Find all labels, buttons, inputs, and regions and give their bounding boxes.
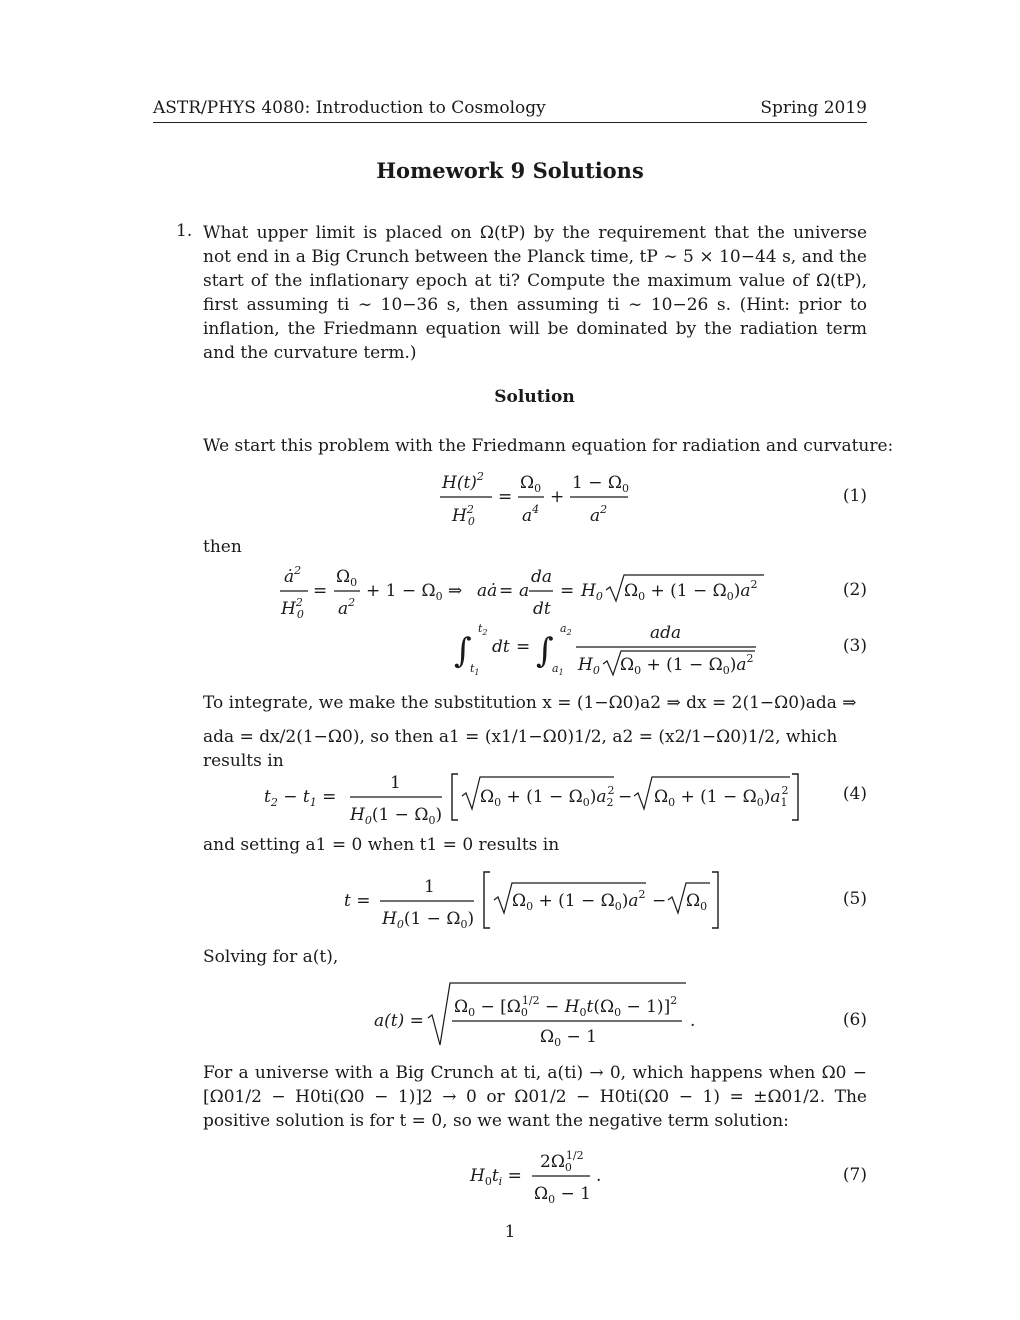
svg-text:a2: $a^2$ [338,596,356,619]
svg-text:ȧ2: $ȧ^2$ [284,564,302,587]
svg-text:t1: $t_1$ [470,662,480,677]
svg-text:Ω0: $\Omega_0$ [336,567,358,589]
course-title: ASTR/PHYS 4080: Introduction to Cosmology [153,98,546,118]
equation-number-7: (7) [842,1165,867,1185]
svg-text:a4: $a^4$ [522,503,540,526]
equation-7 [468,1142,618,1208]
page-number: 1 [504,1222,516,1242]
svg-text:.: . [690,1011,696,1031]
then-text: then [203,537,242,557]
solution-heading: Solution [494,387,575,407]
svg-text:.: . [596,1166,602,1186]
svg-text:dt: dt [533,599,551,619]
equation-number-2: (2) [842,580,867,600]
svg-text:−: − [618,787,633,807]
svg-text:H20: $H^2$ 0 [452,503,475,528]
svg-text:1 − Ω0: $1 - \Omega_0$ [572,473,629,495]
svg-text:H0(1 − Ω0): $H_0(1 - \Omega_0)$ [382,909,475,931]
page-title: Homework 9 Solutions [376,158,644,183]
equation-4 [262,764,812,826]
problem-text: What upper limit is placed on Ω(tP) by the requirement that the universe not end in a Big Crunch between the Planck time, tP ∼ 5 × 10−44 s, and the start of the inflationary epoch at ti? Compute the maximum value of Ω(tP), first assuming ti ∼ 10−36 s, then assuming ti ∼ 10−26 s. (Hint: prior to inflation, the Friedmann equation will be dominated by the radiation term and the curvature term.) [203,223,867,363]
svg-text:−: − [652,891,667,911]
svg-text:a1: $a_1$ [552,662,564,677]
problem-number: 1. [176,221,193,241]
equation-number-5: (5) [842,889,867,909]
svg-text:H(t)2: $H(t)^2$ [442,470,484,493]
svg-text:aȧ: aȧ [477,581,498,601]
svg-text:Ω0 + (1 − Ω0)a22: $\Omega_0 + (1 - \Omega_0)a_22$ [480,784,615,809]
svg-text:=: = [560,581,575,601]
svg-text:da: da [531,567,553,587]
svg-text:Ω0 − [Ω01/2 − H0t(Ω0 − 1)]2: $\Omega_0 - [\Omega_01/2 - H_0t(\Omega_0 - 1)]^2$ [454,994,678,1019]
svg-text:∫: ∫ [454,631,472,671]
svg-text:H0(1 − Ω0): $H_0(1 - \Omega_0)$ [350,805,443,826]
solving-text: Solving for a(t), [203,947,339,967]
equation-6 [372,978,712,1050]
substitution-text: To integrate, we make the substitution x = (1−Ω0)a2 ⇒ dx = 2(1−Ω0)ada ⇒ [203,693,857,713]
semester: Spring 2019 [760,98,867,118]
svg-text:t2: $t_2$ [478,622,488,637]
svg-text:H0: $H_0$ [578,655,600,677]
svg-text:+ 1 − Ω0 ⇒: + $1 - \Omega_0$ ⇒ [366,581,463,603]
svg-text:Ω0 − 1: $\Omega_0 - 1$ [540,1027,597,1049]
crunch-paragraph: For a universe with a Big Crunch at ti, a(ti) → 0, which happens when Ω0 − [Ω01/2 − H0ti(Ω0 − 1)]2 → 0 or Ω01/2 − H0ti(Ω0 − 1) = ±Ω01/2. The positive solution is for t = 0, so we want the negative term solution: [203,1063,867,1131]
svg-text:H0: $H_0$ [581,581,603,603]
svg-text:=: = [498,487,513,507]
running-header [153,96,867,123]
svg-text:a2: $a^2$ [590,503,608,526]
svg-text:Ω0: $\Omega_0$ [520,473,542,495]
svg-text:H0ti =: $H_0t_i$ = [470,1166,522,1188]
equation-3 [448,618,768,678]
setting-text: and setting a1 = 0 when t1 = 0 results in [203,835,560,855]
svg-text:a(t) =: a(t) = [374,1011,424,1031]
svg-text:Ω0 + (1 − Ω0)a2: $\Omega_0 + (1 - \Omega_0)a^2$ [620,652,754,677]
equation-number-4: (4) [842,784,867,804]
svg-text:Ω0 + (1 − Ω0)a2: $\Omega_0 + (1 - \Omega_0)a^2$ [512,888,646,913]
svg-text:1: 1 [390,773,401,793]
svg-text:=: = [313,581,328,601]
equation-1 [430,466,650,528]
svg-text:Ω0 + (1 − Ω0)a12: $\Omega_0 + (1 - \Omega_0)a_12$ [654,784,789,809]
svg-text:2Ω01/2: $2\Omega_01/2$ [540,1149,584,1174]
intro-paragraph: We start this problem with the Friedmann equation for radiation and curvature: [203,436,894,456]
svg-text:t =: t = [344,891,371,911]
equation-5 [340,866,740,934]
equation-number-6: (6) [842,1010,867,1030]
svg-text:=: = [516,637,531,657]
svg-text:t2 − t1 =: $t_2 - t_1$ = [264,787,337,809]
svg-text:∫: ∫ [536,631,554,671]
svg-text:a: a [519,581,530,601]
substitution-text-2: ada = dx/2(1−Ω0), so then a1 = (x1/1−Ω0)1/2, a2 = (x2/1−Ω0)1/2, which results in [203,727,838,771]
svg-text:Ω0 − 1: $\Omega_0 - 1$ [534,1184,591,1206]
svg-text:H20: $H^2$ 0 [281,596,304,621]
svg-text:dt: dt [492,637,510,657]
equation-number-3: (3) [842,636,867,656]
equation-2 [272,562,772,622]
svg-text:Ω0: $\Omega_0$ [686,891,708,913]
svg-text:1: 1 [424,877,435,897]
svg-text:+: + [550,487,565,507]
svg-text:=: = [499,581,514,601]
svg-text:a2: $a_2$ [560,622,572,637]
svg-text:Ω0 + (1 − Ω0)a2: $\Omega_0 + (1 - \Omega_0)a^2$ [624,578,758,603]
equation-number-1: (1) [842,486,867,506]
svg-text:ada: ada [650,623,682,643]
